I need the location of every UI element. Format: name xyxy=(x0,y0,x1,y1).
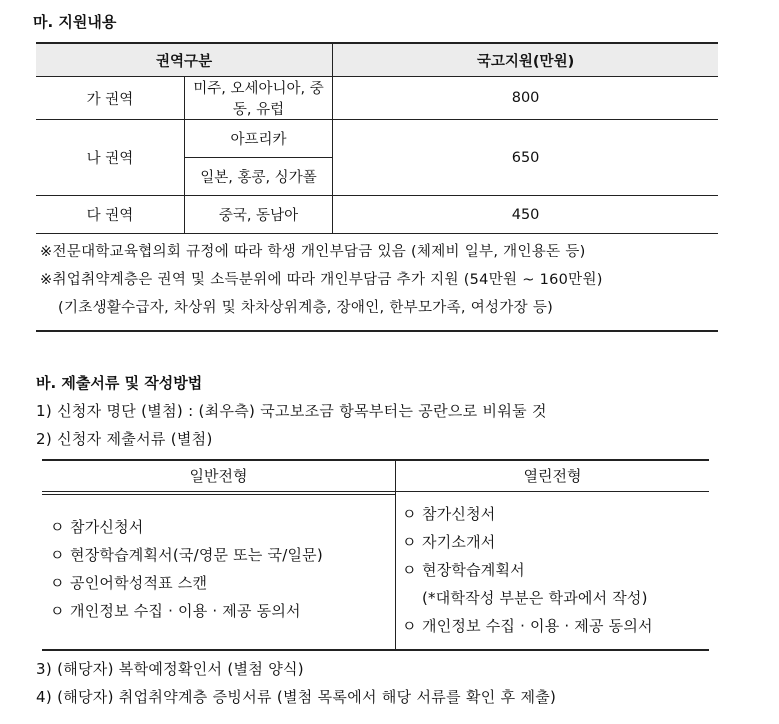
section-ma-title: 마. 지원내용 xyxy=(33,13,117,31)
support-table xyxy=(36,42,718,234)
bullet-icon: ㅇ xyxy=(50,546,65,564)
amount-ga: 800 xyxy=(333,77,718,120)
open-item-3: ㅇ 현장학습계획서 xyxy=(402,561,525,579)
documents-table xyxy=(42,459,709,651)
submission-item-1: 1) 신청자 명단 (별첨) : (최우측) 국고보조금 항목부터는 공란으로 비워둘 것 xyxy=(36,402,547,420)
countries-na-2: 일본, 홍콩, 싱가폴 xyxy=(184,158,332,196)
submission-item-3: 3) (해당자) 복학예정확인서 (별첨 양식) xyxy=(36,660,304,678)
open-item-note: (*대학작성 부분은 학과에서 작성) xyxy=(422,589,648,607)
open-item-2: ㅇ 자기소개서 xyxy=(402,533,496,551)
bullet-icon: ㅇ xyxy=(50,602,65,620)
bullet-icon: ㅇ xyxy=(50,574,65,592)
support-table-header xyxy=(36,43,718,77)
general-item-2: ㅇ 현장학습계획서(국/영문 또는 국/일문) xyxy=(50,546,323,564)
region-na: 나 권역 xyxy=(36,120,184,196)
amount-na: 650 xyxy=(333,120,718,196)
bullet-icon: ㅇ xyxy=(402,533,417,551)
header-amount: 국고지원(만원) xyxy=(333,43,718,77)
amount-da: 450 xyxy=(333,196,718,234)
general-track-header: 일반전형 xyxy=(189,467,248,485)
column-divider xyxy=(395,461,396,649)
open-track-header: 열린전형 xyxy=(523,467,582,485)
table-row xyxy=(36,77,718,120)
header-divider-general xyxy=(42,494,395,495)
open-item-4: ㅇ 개인정보 수집 · 이용 · 제공 동의서 xyxy=(402,617,653,635)
bullet-icon: ㅇ xyxy=(402,505,417,523)
countries-na-1: 아프리카 xyxy=(184,120,332,158)
region-ga: 가 권역 xyxy=(36,77,184,120)
region-da: 다 권역 xyxy=(36,196,184,234)
general-item-3: ㅇ 공인어학성적표 스캔 xyxy=(50,574,208,592)
bullet-icon: ㅇ xyxy=(402,617,417,635)
table-row xyxy=(36,196,718,234)
support-notes xyxy=(36,234,718,332)
bullet-icon: ㅇ xyxy=(402,561,417,579)
note-line-3: (기초생활수급자, 차상위 및 차차상위계층, 장애인, 한부모가족, 여성가장 등) xyxy=(58,300,554,316)
countries-ga: 미주, 오세아니아, 중동, 유럽 xyxy=(184,77,332,120)
submission-item-4: 4) (해당자) 취업취약계층 증빙서류 (별첨 목록에서 해당 서류를 확인 후 제출) xyxy=(36,688,557,706)
note-line-1: ※전문대학교육협의회 규정에 따라 학생 개인부담금 있음 (체제비 일부, 개인용돈 등) xyxy=(40,244,586,260)
open-item-1: ㅇ 참가신청서 xyxy=(402,505,496,523)
table-row xyxy=(36,120,718,158)
submission-item-2: 2) 신청자 제출서류 (별첨) xyxy=(36,430,213,448)
note-line-2: ※취업취약계층은 권역 및 소득분위에 따라 개인부담금 추가 지원 (54만원 ~ 160만원) xyxy=(40,272,603,288)
bullet-icon: ㅇ xyxy=(50,518,65,536)
header-region: 권역구분 xyxy=(36,43,333,77)
header-divider xyxy=(42,491,709,492)
countries-da: 중국, 동남아 xyxy=(184,196,332,234)
general-item-4: ㅇ 개인정보 수집 · 이용 · 제공 동의서 xyxy=(50,602,301,620)
general-item-1: ㅇ 참가신청서 xyxy=(50,518,144,536)
section-ba-title: 바. 제출서류 및 작성방법 xyxy=(36,374,203,392)
